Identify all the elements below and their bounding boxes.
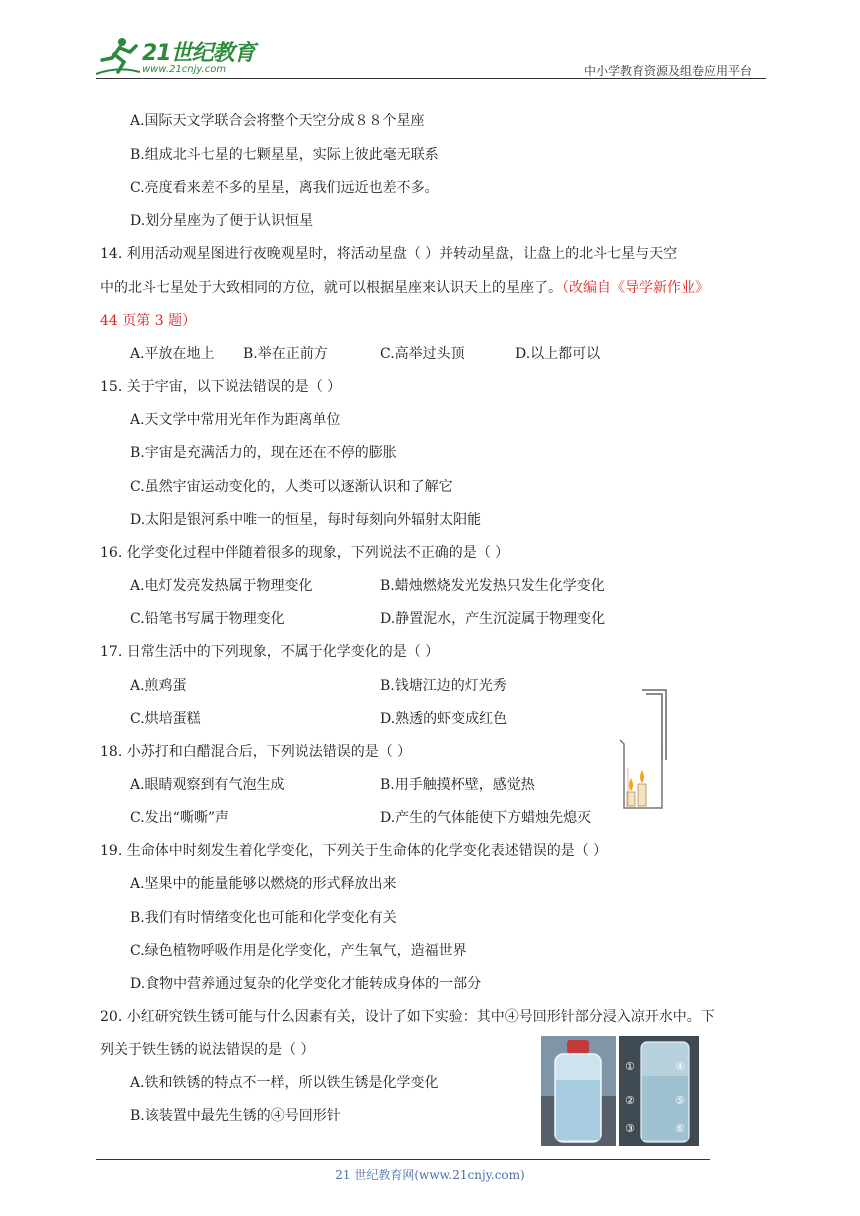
- page-footer: 21 世纪教育网(www.21cnjy.com): [335, 1168, 525, 1182]
- q13-option-b: B.组成北斗七星的七颗星星，实际上彼此毫无联系: [130, 147, 439, 163]
- q15-option-a: A.天文学中常用光年作为距离单位: [130, 412, 341, 428]
- q13-option-a: A.国际天文学联合会将整个天空分成８８个星座: [130, 113, 425, 129]
- q17-stem: 17. 日常生活中的下列现象，不属于化学变化的是（ ）: [100, 644, 440, 660]
- header-divider: [96, 78, 766, 79]
- q14-source-note-cont: 44 页第 3 题）: [100, 313, 197, 329]
- q14-source-note: （改编自《导学新作业》: [562, 280, 709, 296]
- q14-option-b: B.举在正前方: [243, 346, 328, 362]
- q16-option-c: C.铅笔书写属于物理变化: [130, 611, 285, 627]
- q14-option-d: D.以上都可以: [515, 346, 601, 362]
- runner-logo-icon: [96, 36, 140, 76]
- photo-label-2: ②: [625, 1094, 635, 1107]
- q16-option-b: B.蜡烛燃烧发光发热只发生化学变化: [380, 578, 605, 594]
- q16-stem: 16. 化学变化过程中伴随着很多的现象，下列说法不正确的是（ ）: [100, 545, 510, 561]
- photo-label-6: ⑥: [675, 1122, 685, 1135]
- q14-stem-text: 中的北斗七星处于大致相同的方位，就可以根据星座来认识天上的星座了。: [100, 280, 562, 296]
- beaker-candles-figure: [618, 688, 670, 814]
- logo-text: 21世纪教育: [142, 41, 255, 66]
- q18-option-a: A.眼睛观察到有气泡生成: [130, 777, 285, 793]
- q13-option-d: D.划分星座为了便于认识恒星: [130, 213, 314, 229]
- q14-stem-line1: 14. 利用活动观星图进行夜晚观星时，将活动星盘（ ）并转动星盘，让盘上的北斗七星与天空: [100, 246, 678, 262]
- q15-option-d: D.太阳是银河系中唯一的恒星，每时每刻向外辐射太阳能: [130, 512, 482, 528]
- q18-option-d: D.产生的气体能使下方蜡烛先熄灭: [380, 810, 592, 826]
- q19-option-c: C.绿色植物呼吸作用是化学变化，产生氧气，造福世界: [130, 943, 467, 959]
- photo-label-5: ⑤: [675, 1094, 685, 1107]
- q16-option-a: A.电灯发亮发热属于物理变化: [130, 578, 313, 594]
- footer-divider: [96, 1159, 710, 1160]
- site-logo: [96, 36, 256, 76]
- q17-option-a: A.煎鸡蛋: [130, 678, 187, 694]
- q19-option-d: D.食物中营养通过复杂的化学变化才能转成身体的一部分: [130, 976, 482, 992]
- q18-option-c: C.发出“嘶嘶”声: [130, 810, 229, 826]
- q19-option-b: B.我们有时情绪变化也可能和化学变化有关: [130, 910, 397, 926]
- page-header: [96, 30, 766, 82]
- q18-option-b: B.用手触摸杯壁，感觉热: [380, 777, 535, 793]
- q19-stem: 19. 生命体中时刻发生着化学变化，下列关于生命体的化学变化表述错误的是（ ）: [100, 843, 608, 859]
- q20-stem-line2: 列关于铁生锈的说法错误的是（ ）: [100, 1042, 315, 1058]
- photo-label-3: ③: [625, 1122, 635, 1135]
- q20-stem-line1: 20. 小红研究铁生锈可能与什么因素有关，设计了如下实验：其中④号回形针部分浸入凉开水中。下: [100, 1009, 715, 1025]
- q20-option-a: A.铁和铁锈的特点不一样，所以铁生锈是化学变化: [130, 1075, 439, 1091]
- q15-option-c: C.虽然宇宙运动变化的，人类可以逐渐认识和了解它: [130, 479, 453, 495]
- q14-option-c: C.高举过头顶: [380, 346, 465, 362]
- rust-experiment-photo: [541, 1036, 699, 1146]
- q14-option-a: A.平放在地上: [130, 346, 215, 362]
- photo-label-1: ①: [625, 1060, 635, 1073]
- q20-option-b: B.该装置中最先生锈的④号回形针: [130, 1108, 341, 1124]
- q13-option-c: C.亮度看来差不多的星星，离我们远近也差不多。: [130, 180, 439, 196]
- header-platform-title: 中小学教育资源及组卷应用平台: [583, 64, 752, 78]
- q14-stem-line2: [100, 277, 709, 297]
- photo-label-4: ④: [675, 1060, 685, 1073]
- q17-option-d: D.熟透的虾变成红色: [380, 711, 508, 727]
- q15-option-b: B.宇宙是充满活力的，现在还在不停的膨胀: [130, 445, 397, 461]
- q15-stem: 15. 关于宇宙，以下说法错误的是（ ）: [100, 379, 342, 395]
- logo-url: www.21cnjy.com: [142, 64, 227, 75]
- q19-option-a: A.坚果中的能量能够以燃烧的形式释放出来: [130, 876, 397, 892]
- q18-stem: 18. 小苏打和白醋混合后，下列说法错误的是（ ）: [100, 744, 412, 760]
- q17-option-b: B.钱塘江边的灯光秀: [380, 678, 507, 694]
- q17-option-c: C.烘培蛋糕: [130, 711, 201, 727]
- q16-option-d: D.静置泥水，产生沉淀属于物理变化: [380, 611, 606, 627]
